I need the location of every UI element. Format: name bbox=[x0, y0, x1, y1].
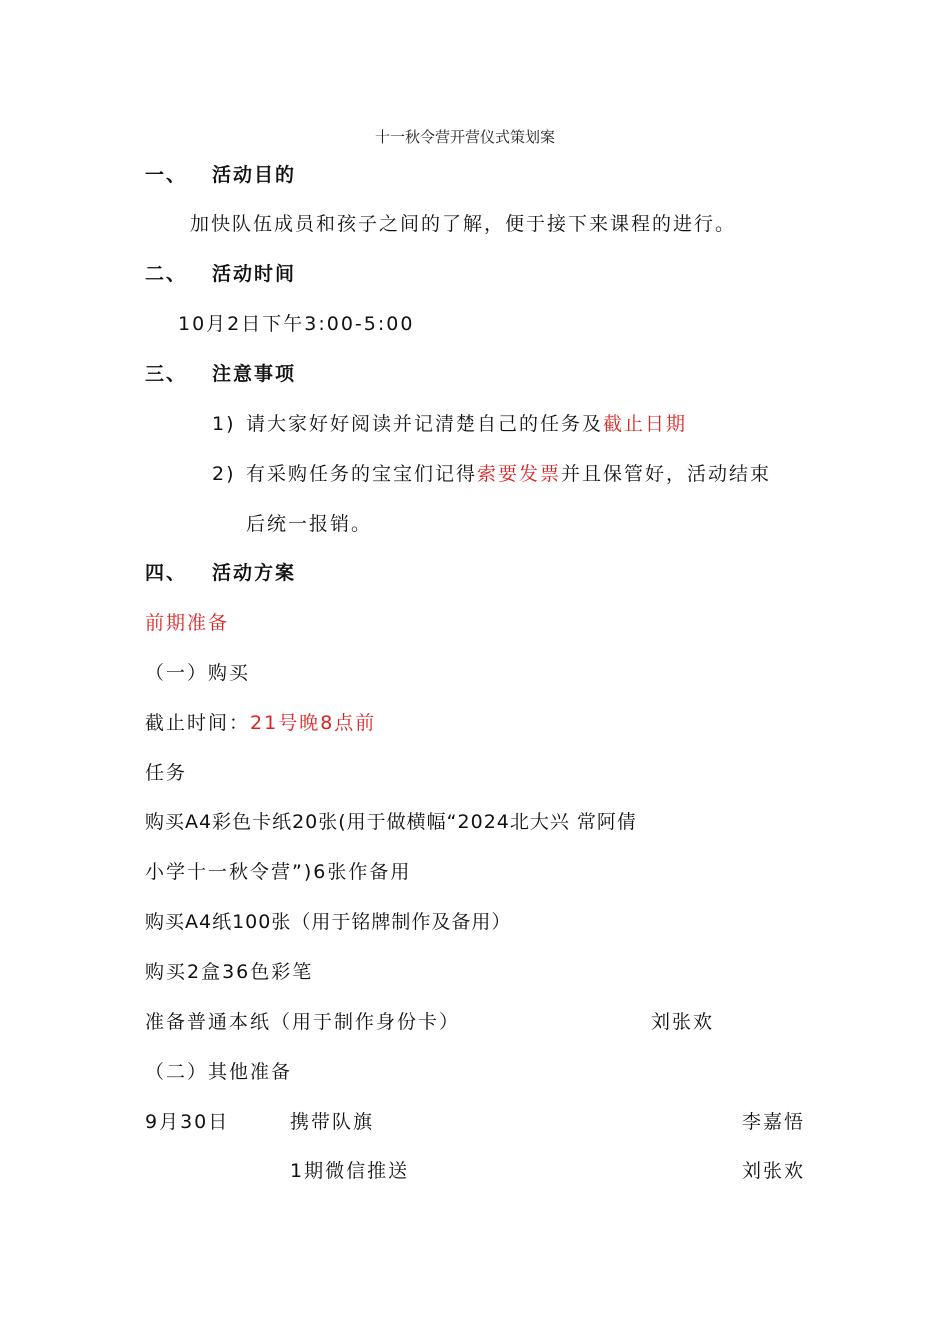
purchase-item-1-line-2: 小学十一秋令营”)6张作备用 bbox=[145, 861, 412, 883]
purchase-item-4: 准备普通本纸（用于制作身份卡） bbox=[145, 1011, 461, 1033]
task-label: 任务 bbox=[145, 762, 188, 784]
note-1-text: 请大家好好阅读并记清楚自己的任务及 bbox=[246, 413, 604, 435]
purchase-item-2: 购买A4纸100张（用于铭牌制作及备用） bbox=[145, 911, 512, 933]
section-3-title: 注意事项 bbox=[212, 363, 297, 385]
section-2-number: 二、 bbox=[145, 263, 188, 285]
prep-title: 前期准备 bbox=[145, 612, 230, 634]
note-2-text: 有采购任务的宝宝们记得 bbox=[246, 463, 478, 485]
section-3-number: 三、 bbox=[145, 363, 188, 385]
section-1-number: 一、 bbox=[145, 164, 188, 186]
other-row-2-person: 刘张欢 bbox=[742, 1160, 806, 1182]
note-1-number: 1) bbox=[212, 413, 236, 435]
section-4-title: 活动方案 bbox=[212, 562, 297, 584]
note-1 bbox=[246, 415, 687, 434]
page-title: 十一秋令营开营仪式策划案 bbox=[375, 128, 556, 146]
other-row-2-task: 1期微信推送 bbox=[290, 1160, 410, 1182]
deadline-label: 截止时间： bbox=[145, 712, 251, 734]
purchase-item-3: 购买2盒36色彩笔 bbox=[145, 961, 314, 983]
note-2 bbox=[246, 465, 771, 484]
section-1-title: 活动目的 bbox=[212, 164, 297, 186]
note-2-text-after: 并且保管好，活动结束 bbox=[561, 463, 772, 485]
note-2-continuation: 后统一报销。 bbox=[246, 513, 373, 535]
section-4-number: 四、 bbox=[145, 562, 188, 584]
other-row-1-date: 9月30日 bbox=[145, 1111, 230, 1133]
deadline bbox=[145, 714, 376, 733]
other-row-1-task: 携带队旗 bbox=[290, 1111, 375, 1133]
other-row-1-person: 李嘉悟 bbox=[742, 1111, 806, 1133]
deadline-value: 21号晚8点前 bbox=[250, 712, 377, 734]
other-title: （二）其他准备 bbox=[145, 1061, 293, 1083]
section-2-title: 活动时间 bbox=[212, 263, 297, 285]
activity-time: 10月2日下午3:00-5:00 bbox=[178, 313, 415, 335]
note-2-highlight: 索要发票 bbox=[477, 463, 562, 485]
note-2-number: 2) bbox=[212, 463, 236, 485]
purpose-text: 加快队伍成员和孩子之间的了解，便于接下来课程的进行。 bbox=[190, 213, 737, 235]
purchase-item-1-line-1: 购买A4彩色卡纸20张(用于做横幅“2024北大兴 常阿倩 bbox=[145, 811, 637, 833]
purchase-title: （一）购买 bbox=[145, 662, 251, 684]
purchase-item-4-person: 刘张欢 bbox=[651, 1011, 715, 1033]
note-1-highlight: 截止日期 bbox=[603, 413, 688, 435]
